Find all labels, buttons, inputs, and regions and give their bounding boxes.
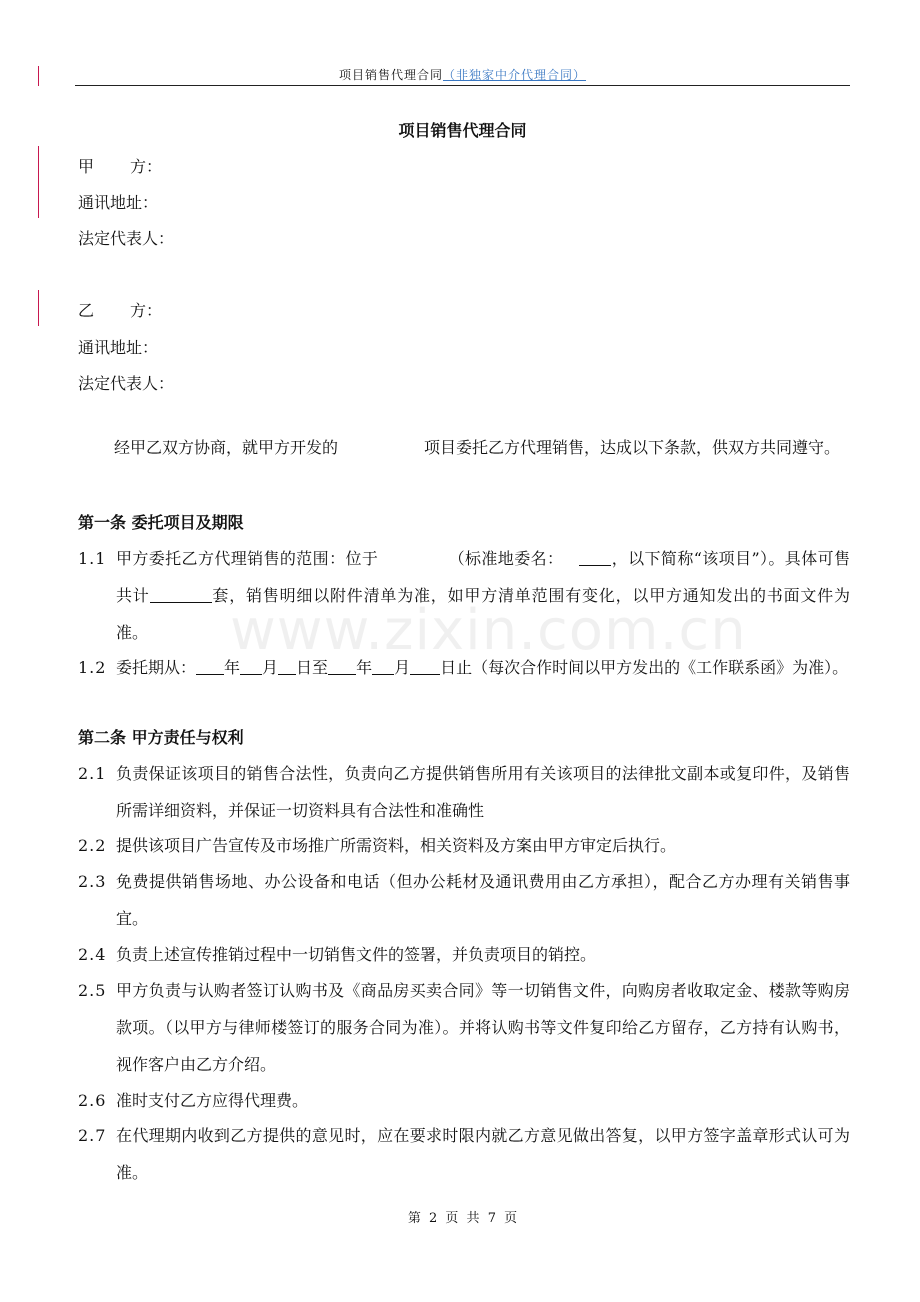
clause-text: 在代理期内收到乙方提供的意见时，应在要求时限内就乙方意见做出答复，以甲方签字盖章形式认可为准。: [116, 1126, 850, 1182]
header-title: 项目销售代理合同: [338, 68, 443, 82]
clause-text: 委托期从：: [116, 658, 197, 677]
clause-2-2: [78, 827, 850, 864]
clause-number: 2.4: [78, 945, 107, 964]
clause-text: 免费提供销售场地、办公设备和电话（但办公耗材及通讯费用由乙方承担），配合乙方办理有关销售事宜。: [116, 872, 850, 928]
revision-mark: [38, 66, 39, 86]
footer-suffix: 页: [504, 1211, 518, 1226]
clause-text: 年: [356, 658, 373, 677]
page-number: 2: [429, 1211, 438, 1226]
clause-2-3: [78, 863, 850, 937]
revision-mark: [38, 146, 39, 218]
party-a-address: 通讯地址：: [78, 193, 159, 212]
clause-number: 2.6: [78, 1091, 107, 1110]
blank-field[interactable]: [196, 656, 224, 675]
intro-part2: 项目委托乙方代理销售，达成以下条款，供双方共同遵守。: [424, 438, 841, 457]
clause-number: 2.1: [78, 764, 107, 783]
clause-text: 甲方委托乙方代理销售的范围：位于: [116, 549, 379, 568]
clause-number: 2.3: [78, 872, 107, 891]
footer-mid: 页 共: [445, 1211, 480, 1226]
clause-text: 月: [262, 658, 279, 677]
clause-text: 提供该项目广告宣传及市场推广所需资料，相关资料及方案由甲方审定后执行。: [116, 836, 677, 855]
clause-text: 甲方负责与认购者签订认购书及《商品房买卖合同》等一切销售文件，向购房者收取定金、楼款等购房款项。（以甲方与律师楼签订的服务合同为准）。并将认购书等文件复印给乙方留存，乙方持有认购书，视作客户由乙方介绍。: [116, 981, 850, 1074]
header-rule: [75, 85, 850, 86]
revision-mark: [38, 290, 39, 326]
party-a-label: [78, 154, 162, 177]
clause-text: 日止（每次合作时间以甲方发出的《工作联系函》为准）。: [440, 658, 849, 677]
section-2-title: 第二条 甲方责任与权利: [78, 728, 244, 747]
clause-number: 1.1: [78, 549, 107, 568]
header-hint-link[interactable]: （非独家中介代理合同）: [443, 68, 587, 82]
party-b-label: [78, 298, 162, 321]
clause-2-7: [78, 1117, 850, 1191]
page-total: 7: [487, 1211, 496, 1226]
footer-prefix: 第: [407, 1211, 421, 1226]
party-a-rep: 法定代表人：: [78, 229, 175, 248]
section-1-title: 第一条 委托项目及期限: [78, 513, 244, 532]
party-b-rep: 法定代表人：: [78, 374, 175, 393]
clause-text: 负责保证该项目的销售合法性，负责向乙方提供销售所用有关该项目的法律批文副本或复印件，及销售所需详细资料，并保证一切资料具有合法性和准确性: [116, 764, 850, 820]
party-b-char: 乙: [78, 301, 95, 320]
watermark: www.zixin.com.cn: [230, 598, 747, 663]
clause-number: 1.2: [78, 658, 107, 677]
party-a-suffix: 方：: [130, 157, 163, 176]
clause-text: 负责上述宣传推销过程中一切销售文件的签署，并负责项目的销控。: [116, 945, 597, 964]
clause-2-1: [78, 755, 850, 829]
clause-text: 日至: [296, 658, 329, 677]
intro-part1: 经甲乙双方协商，就甲方开发的: [114, 438, 339, 457]
clause-2-6: [78, 1082, 850, 1119]
party-b-address: 通讯地址：: [78, 338, 159, 357]
clause-2-5: [78, 972, 850, 1083]
clause-number: 2.7: [78, 1126, 107, 1145]
clause-number: 2.2: [78, 836, 107, 855]
party-a-char: 甲: [78, 157, 95, 176]
document-title: 项目销售代理合同: [398, 121, 527, 140]
clause-text: 套，销售明细以附件清单为准，如甲方清单范围有变化，以甲方通知发出的书面文件为准。: [116, 586, 850, 642]
page-footer: [75, 1207, 850, 1226]
clause-number: 2.5: [78, 981, 107, 1000]
page-header: [75, 66, 850, 86]
clause-text: ，以下简称“该项目”）。具体可售共计: [116, 549, 850, 605]
clause-text: 月: [394, 658, 411, 677]
blank-field[interactable]: [579, 547, 611, 566]
clause-2-4: [78, 936, 850, 973]
intro-paragraph: [78, 430, 850, 466]
clause-text: 准时支付乙方应得代理费。: [116, 1091, 309, 1110]
clause-text: （标准地委名：: [448, 549, 564, 568]
blank-field[interactable]: [150, 584, 212, 603]
party-b-suffix: 方：: [130, 301, 163, 320]
clause-text: 年: [224, 658, 241, 677]
